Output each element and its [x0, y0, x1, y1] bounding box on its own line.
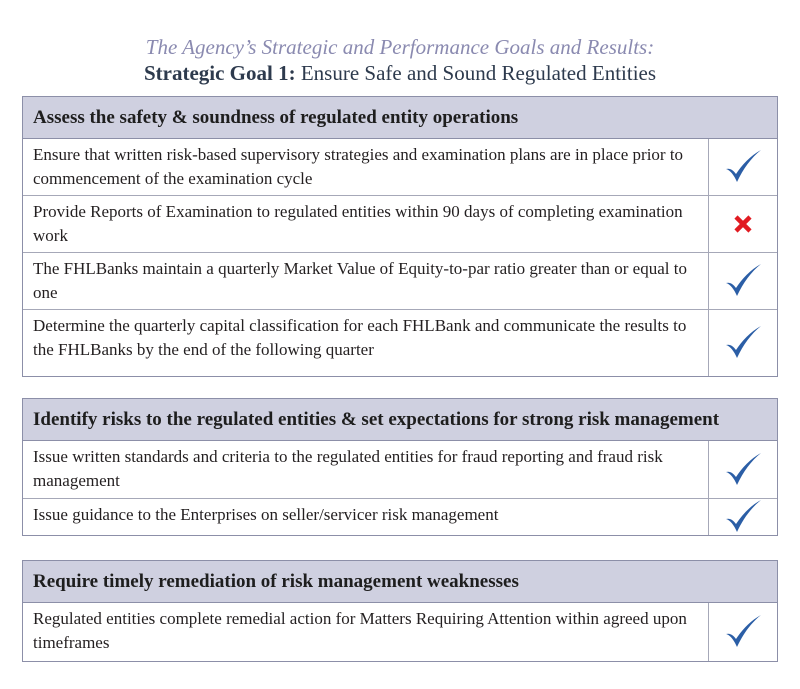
status-cell [709, 499, 777, 535]
table-row [23, 253, 777, 310]
status-cell [709, 441, 777, 498]
page-subtitle: The Agency’s Strategic and Performance Goals and Results: [145, 35, 655, 59]
check-icon [723, 497, 763, 537]
table-row [23, 603, 777, 661]
section-title: Require timely remediation of risk management weaknesses [23, 561, 777, 603]
row-text: Issue written standards and criteria to the regulated entities for fraud reporting and fraud risk management [23, 441, 709, 498]
check-icon [723, 147, 763, 187]
goal-label: Strategic Goal 1: [143, 61, 296, 85]
row-text: Ensure that written risk-based supervisory strategies and examination plans are in place prior to commencement of the examination cycle [23, 139, 709, 195]
row-text: Provide Reports of Examination to regulated entities within 90 days of completing examination work [23, 196, 709, 252]
row-text: The FHLBanks maintain a quarterly Market Value of Equity-to-par ratio greater than or equal to one [23, 253, 709, 309]
page-heading [0, 34, 800, 86]
status-cell [709, 253, 777, 309]
page-title [0, 60, 800, 86]
row-text: Regulated entities complete remedial action for Matters Requiring Attention within agreed upon timeframes [23, 603, 709, 661]
table-row [23, 499, 777, 535]
table-row [23, 196, 777, 253]
table-row [23, 441, 777, 499]
row-text: Determine the quarterly capital classification for each FHLBank and communicate the results to the FHLBanks by the end of the following quarter [23, 310, 709, 376]
section-title: Identify risks to the regulated entities & set expectations for strong risk management [23, 399, 777, 441]
check-icon [723, 450, 763, 490]
status-cell [709, 139, 777, 195]
goal-section-assess [22, 96, 778, 377]
status-cell [709, 196, 777, 252]
check-icon [723, 261, 763, 301]
status-cell [709, 310, 777, 376]
goal-section-remediation [22, 560, 778, 662]
goal-section-identify [22, 398, 778, 536]
row-text: Issue guidance to the Enterprises on seller/servicer risk management [23, 499, 709, 535]
status-cell [709, 603, 777, 661]
table-row [23, 310, 777, 376]
cross-icon [732, 213, 754, 235]
table-row [23, 139, 777, 196]
check-icon [723, 612, 763, 652]
section-title: Assess the safety & soundness of regulated entity operations [23, 97, 777, 139]
goal-text: Ensure Safe and Sound Regulated Entities [295, 61, 657, 85]
check-icon [723, 323, 763, 363]
